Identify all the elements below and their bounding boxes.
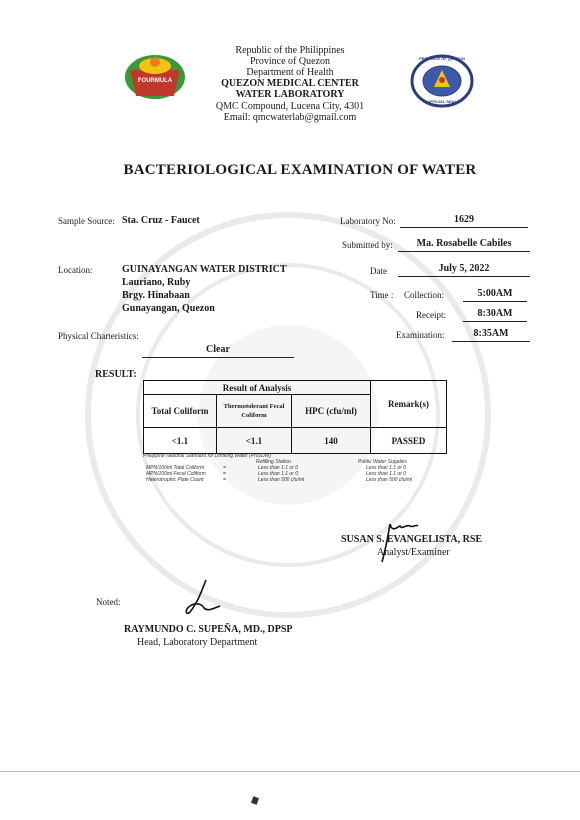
- standard-public: Less than 1.1 or 0: [366, 471, 407, 477]
- scan-mark: [251, 796, 259, 805]
- location-line-3: Brgy. Hinabaan: [122, 290, 190, 301]
- analyst-name: SUSAN S. EVANGELISTA, RSE: [341, 534, 483, 545]
- bottom-divider: [0, 771, 580, 772]
- result-table: [143, 380, 447, 454]
- seal-bottom-text: OFFICIAL SEAL: [426, 99, 458, 104]
- header-email: Email: qmcwaterlab@gmail.com: [223, 112, 357, 123]
- header-center: QUEZON MEDICAL CENTER: [221, 78, 359, 89]
- cell-fecal-coliform: <1.1: [217, 428, 292, 454]
- standard-title: Philippine National Standard for Drinking Water (PNSDW): [143, 453, 272, 459]
- standard-public: Less than 1.1 or 0: [366, 465, 407, 471]
- date-value: July 5, 2022: [398, 263, 530, 277]
- header-department: Department of Health: [246, 67, 334, 78]
- collection-value: 5:00AM: [463, 288, 527, 302]
- submitted-value: Ma. Rosabelle Cabiles: [398, 238, 530, 252]
- header-republic: Republic of the Philippines: [235, 45, 345, 56]
- receipt-label: Receipt:: [416, 310, 446, 320]
- analyst-title: Analyst/Examiner: [377, 547, 450, 558]
- location-line-2: Lauriano, Ruby: [122, 277, 191, 288]
- sample-source-value: Sta. Cruz - Faucet: [122, 215, 200, 226]
- head-signature: [180, 578, 224, 618]
- result-label: RESULT:: [95, 369, 137, 380]
- standard-public-header: Public Water Supplies: [358, 459, 407, 465]
- standard-eq: =: [223, 477, 226, 483]
- location-label: Location:: [58, 265, 93, 275]
- header-lab: WATER LABORATORY: [235, 89, 345, 100]
- location-line-4: Gunayangan, Quezon: [122, 303, 215, 314]
- sample-source-label: Sample Source:: [58, 216, 115, 226]
- table-group-header: Result of Analysis: [144, 381, 371, 395]
- location-line-1: GUINAYANGAN WATER DISTRICT: [122, 264, 287, 275]
- document-title: BACTERIOLOGICAL EXAMINATION OF WATER: [123, 162, 477, 178]
- collection-label: Collection:: [404, 290, 444, 300]
- cell-remarks: PASSED: [371, 428, 447, 454]
- header-hpc: HPC (cfu/ml): [292, 395, 371, 428]
- standard-param: Heterotrophic Plate Count: [146, 477, 204, 483]
- physical-label: Physical Charteristics:: [58, 331, 139, 341]
- date-label: Date: [370, 266, 387, 276]
- header-fecal-coliform: Thermotolerant Fecal Coliform: [217, 395, 292, 428]
- receipt-value: 8:30AM: [463, 308, 527, 322]
- head-name: RAYMUNDO C. SUPEÑA, MD., DPSP: [124, 624, 293, 635]
- header-province: Province of Quezon: [250, 56, 330, 67]
- standard-refilling: Less than 1.1 or 0: [258, 471, 299, 477]
- logo-text: FOURMULA: [137, 78, 173, 84]
- cell-hpc: 140: [292, 428, 371, 454]
- standard-refilling-header: Refilling Station: [256, 459, 291, 465]
- noted-label: Noted:: [96, 597, 121, 607]
- header-address: QMC Compound, Lucena City, 4301: [215, 101, 365, 112]
- header-total-coliform: Total Coliform: [144, 395, 217, 428]
- physical-value: Clear: [142, 344, 294, 358]
- standard-param: MPN/100ml Total Coliform: [146, 465, 205, 471]
- head-title: Head, Laboratory Department: [137, 637, 258, 648]
- examination-value: 8:35AM: [452, 328, 530, 342]
- standard-refilling: Less than 1.1 or 0: [258, 465, 299, 471]
- standard-refilling: Less than 500 cfu/ml: [258, 477, 305, 483]
- time-label: Time :: [370, 290, 394, 300]
- submitted-label: Submitted by:: [342, 240, 393, 250]
- header-remarks: Remark(s): [371, 381, 447, 428]
- standard-eq: =: [223, 471, 226, 477]
- seal-text: PROVINCE OF QUEZON: [419, 56, 465, 61]
- table-row: [144, 428, 447, 454]
- standard-public: Less than 500 cfu/ml: [366, 477, 413, 483]
- standard-param: MPN/100ml Fecal Coliform: [146, 471, 206, 477]
- standard-eq: =: [223, 465, 226, 471]
- lab-no-value: 1629: [400, 214, 528, 228]
- cell-total-coliform: <1.1: [144, 428, 217, 454]
- examination-label: Examination:: [396, 330, 445, 340]
- lab-no-label: Laboratory No:: [340, 216, 396, 226]
